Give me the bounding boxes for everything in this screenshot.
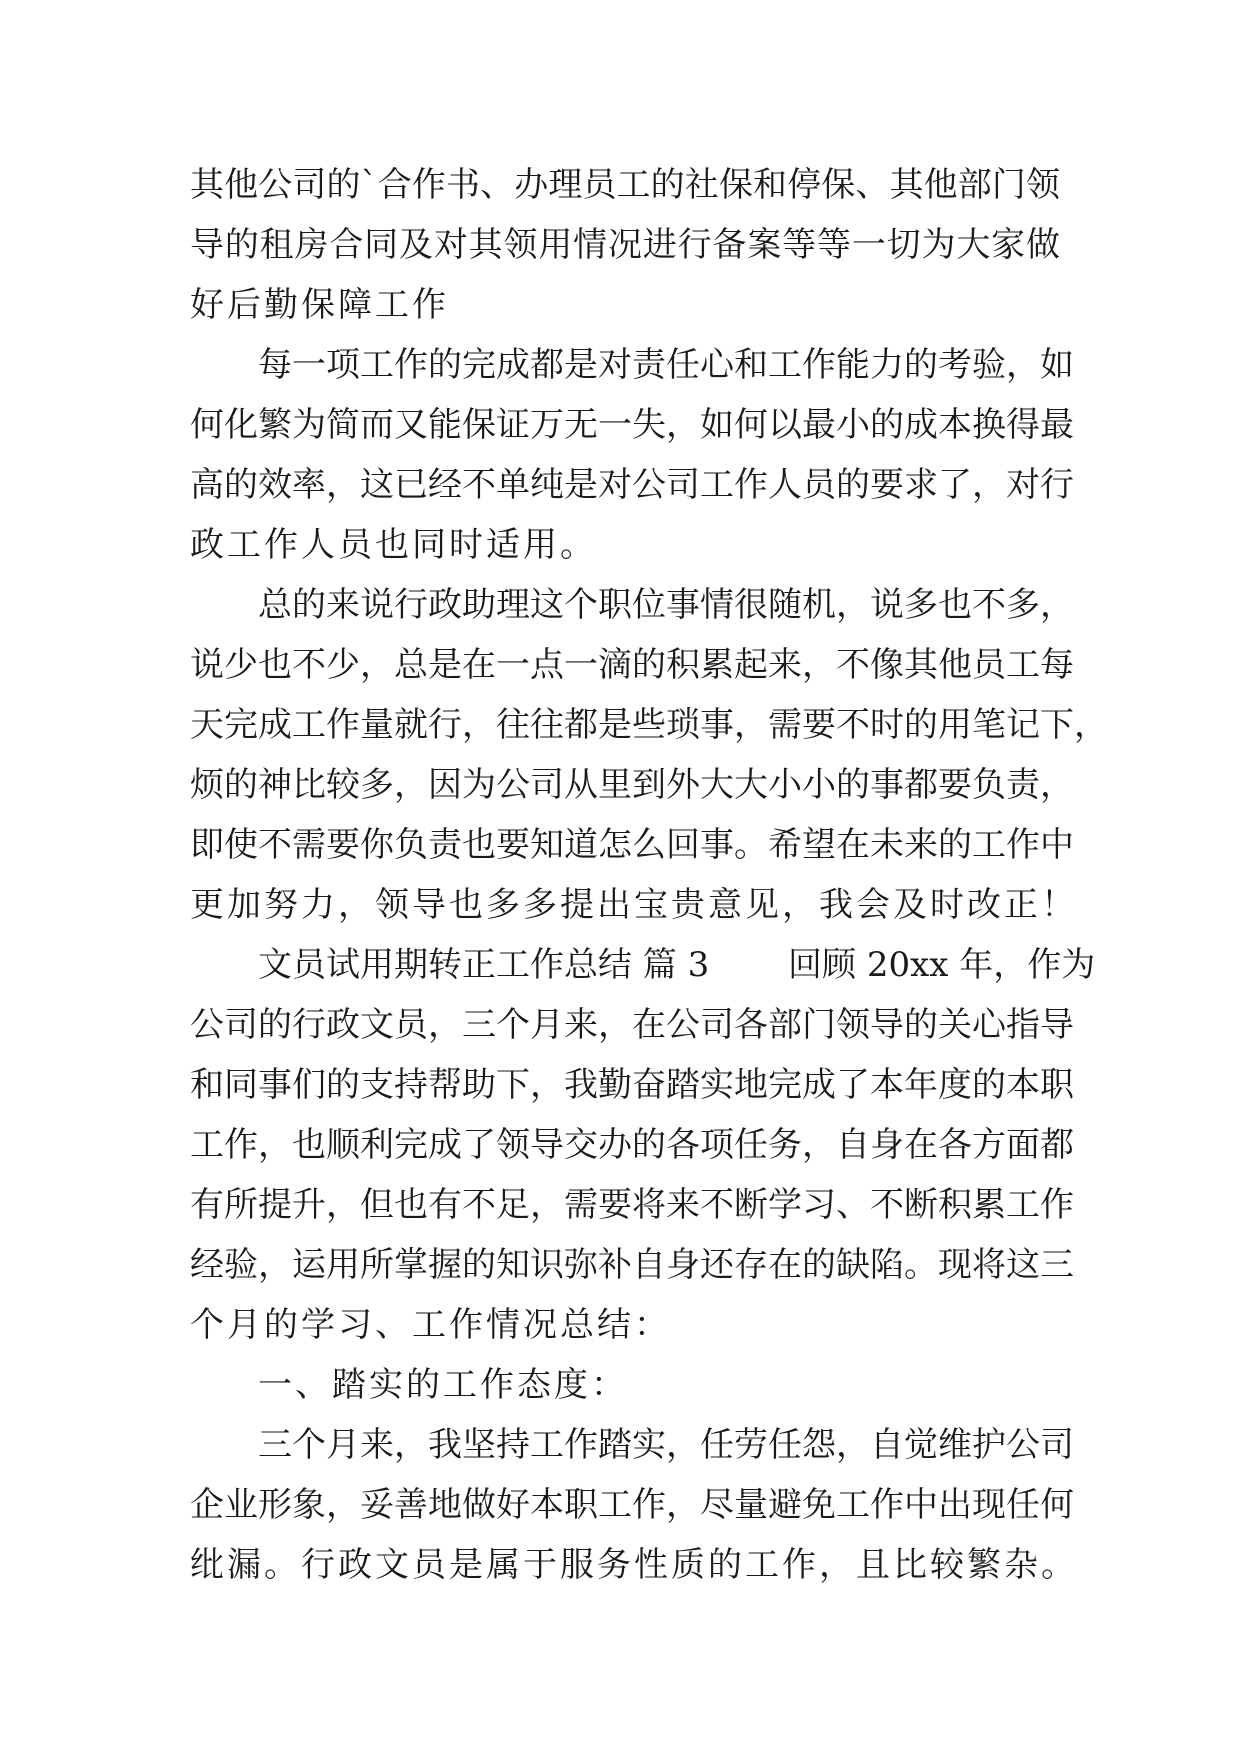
text-line: 政工作人员也同时适用。 (190, 525, 597, 565)
text-line: 好后勤保障工作 (190, 285, 449, 325)
text-line: 公司的行政文员，三个月来，在公司各部门领导的关心指导 (190, 1005, 1074, 1045)
text-line: 天完成工作量就行，往往都是些琐事，需要不时的用笔记下， (190, 705, 1108, 745)
text-line: 其他公司的`合作书、办理员工的社保和停保、其他部门领 (190, 165, 1060, 205)
text-line: 纰漏。行政文员是属于服务性质的工作，且比较繁杂。 (190, 1545, 1078, 1585)
text-line: 经验，运用所掌握的知识弥补自身还存在的缺陷。现将这三 (190, 1245, 1074, 1285)
text-line: 企业形象，妥善地做好本职工作，尽量避免工作中出现任何 (190, 1485, 1074, 1525)
text-line: 总的来说行政助理这个职位事情很随机，说多也不多， (258, 585, 1074, 625)
text-line: 个月的学习、工作情况总结： (190, 1305, 671, 1345)
text-line: 导的租房合同及对其领用情况进行备案等等一切为大家做 (190, 225, 1060, 265)
text-line: 工作，也顺利完成了领导交办的各项任务，自身在各方面都 (190, 1125, 1074, 1165)
document-body (190, 155, 1108, 1595)
subheading-line: 一、踏实的工作态度： (258, 1365, 628, 1405)
text-line: 三个月来，我坚持工作踏实，任劳任怨，自觉维护公司 (258, 1425, 1074, 1465)
text-line: 烦的神比较多，因为公司从里到外大大小小的事都要负责， (190, 765, 1074, 805)
text-line: 有所提升，但也有不足，需要将来不断学习、不断积累工作 (190, 1185, 1074, 1225)
text-line: 更加努力，领导也多多提出宝贵意见，我会及时改正！ (190, 885, 1078, 925)
text-line: 即使不需要你负责也要知道怎么回事。希望在未来的工作中 (190, 825, 1074, 865)
text-line: 每一项工作的完成都是对责任心和工作能力的考验，如 (258, 345, 1074, 385)
text-line: 和同事们的支持帮助下，我勤奋踏实地完成了本年度的本职 (190, 1065, 1074, 1105)
text-line: 何化繁为简而又能保证万无一失，如何以最小的成本换得最 (190, 405, 1074, 445)
text-line: 高的效率，这已经不单纯是对公司工作人员的要求了，对行 (190, 465, 1074, 505)
text-line: 说少也不少，总是在一点一滴的积累起来，不像其他员工每 (190, 645, 1074, 685)
section-heading-line: 文员试用期转正工作总结 篇 3 回顾 20xx 年，作为 (258, 945, 1096, 985)
